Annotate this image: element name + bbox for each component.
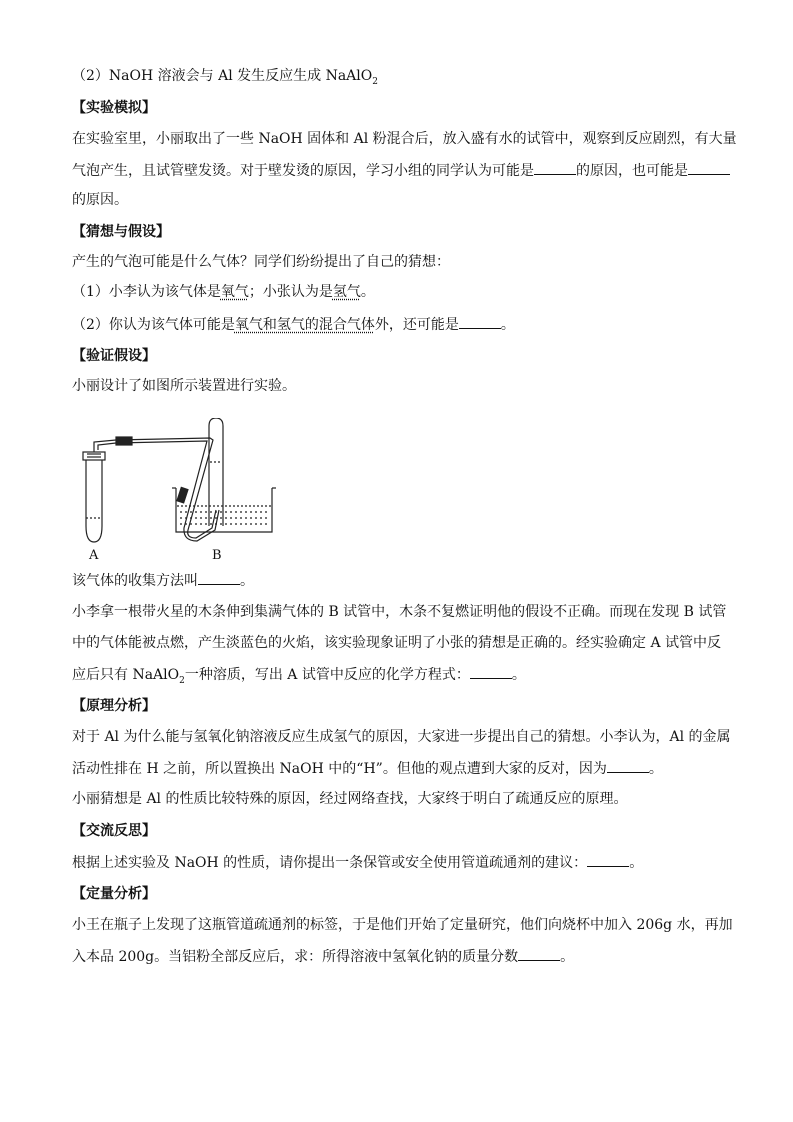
- collection-tube-b: [209, 418, 223, 526]
- text-line: 对于 Al 为什么能与氢氧化钠溶液反应生成氢气的原因，大家进一步提出自己的猜想。小李认为，Al 的金属: [72, 729, 731, 745]
- text: 。: [360, 284, 375, 300]
- text-line: 在实验室里，小丽取出了一些 NaOH 固体和 Al 粉混合后，放入盛有水的试管中，观察到反应剧烈，有大量: [72, 131, 737, 147]
- subscript: 2: [179, 675, 185, 686]
- label-b: B: [212, 548, 222, 563]
- text-line: [72, 852, 643, 873]
- text-line: [72, 570, 254, 591]
- text: 应后只有 NaAlO: [72, 667, 180, 683]
- text: （1）小李认为该气体是: [72, 284, 221, 300]
- text-line: [72, 758, 663, 779]
- subscript: 2: [372, 76, 378, 87]
- answer-blank[interactable]: [587, 852, 629, 867]
- answer-blank[interactable]: [518, 946, 560, 961]
- text-line: [72, 282, 375, 302]
- answer-blank[interactable]: [607, 758, 649, 773]
- text-line: 中的气体能被点燃，产生淡蓝色的火焰，该实验现象证明了小张的猜想是正确的。经实验确定 A 试管中反: [72, 635, 722, 651]
- text-line: [72, 946, 574, 967]
- text: 入本品 200g。当铝粉全部反应后，求：所得溶液中氢氧化钠的质量分数: [72, 949, 519, 965]
- text-line: [72, 314, 515, 335]
- text-line: 小王在瓶子上发现了这瓶管道疏通剂的标签，于是他们开始了定量研究，他们向烧杯中加入 206g 水，再加: [72, 917, 733, 933]
- emphasis-text: 氢气: [332, 284, 361, 300]
- label-a: A: [89, 548, 99, 563]
- section-heading-hypothesis: 【猜想与假设】: [72, 224, 170, 240]
- text: 根据上述实验及 NaOH 的性质，请你提出一条保管或安全使用管道疏通剂的建议：: [72, 855, 588, 871]
- text: 。: [511, 667, 526, 683]
- section-heading-reflection: 【交流反思】: [72, 823, 156, 839]
- text: （2）NaOH 溶液会与 Al 发生反应生成 NaAlO: [72, 68, 373, 84]
- text-line: 产生的气泡可能是什么气体？同学们纷纷提出了自己的猜想：: [72, 254, 450, 270]
- text-line: 的原因。: [72, 192, 128, 208]
- text: 。: [629, 855, 644, 871]
- text-line: [72, 66, 378, 92]
- text: 气泡产生，且试管壁发烫。对于壁发烫的原因，学习小组的同学认为可能是: [72, 163, 534, 179]
- delivery-tube: [94, 438, 216, 538]
- section-heading-simulation: 【实验模拟】: [72, 100, 156, 116]
- answer-blank[interactable]: [459, 314, 501, 329]
- text-line: [72, 160, 730, 181]
- text-line: 小丽设计了如图所示装置进行实验。: [72, 378, 296, 394]
- section-heading-verify: 【验证假设】: [72, 348, 156, 364]
- water-trough-b: [172, 488, 276, 532]
- emphasis-text: 氧气和氢气的混合气体: [234, 317, 375, 333]
- text: （2）你认为该气体可能是: [72, 317, 235, 333]
- text: 。: [500, 317, 515, 333]
- text-line: 小李拿一根带火星的木条伸到集满气体的 B 试管中，木条不复燃证明他的假设不正确。而现在发现 B 试管: [72, 604, 727, 620]
- section-heading-principle: 【原理分析】: [72, 698, 156, 714]
- text: 一种溶质，写出 A 试管中反应的化学方程式：: [184, 667, 470, 683]
- emphasis-text: 氧气: [220, 284, 249, 300]
- text: 。: [648, 761, 663, 777]
- text-line: 小丽猜想是 Al 的性质比较特殊的原因，经过网络查找，大家终于明白了疏通反应的原理。: [72, 791, 628, 807]
- test-tube-a: [83, 452, 105, 542]
- experiment-apparatus-diagram: [76, 418, 276, 564]
- answer-blank[interactable]: [534, 160, 576, 175]
- section-heading-quantitative: 【定量分析】: [72, 886, 156, 902]
- text: 。: [560, 949, 575, 965]
- text-line: [72, 664, 526, 691]
- text: 。: [240, 573, 254, 589]
- answer-blank[interactable]: [198, 570, 240, 585]
- text: 该气体的收集方法叫: [72, 573, 198, 589]
- rubber-connector: [116, 437, 132, 445]
- answer-blank[interactable]: [688, 160, 730, 175]
- text: 外，还可能是: [374, 317, 459, 333]
- text: ；小张认为是: [248, 284, 333, 300]
- text: 的原因，也可能是: [576, 163, 688, 179]
- text: 活动性排在 H 之前，所以置换出 NaOH 中的“H”。但他的观点遭到大家的反对，因为: [72, 761, 607, 777]
- answer-blank[interactable]: [470, 664, 512, 679]
